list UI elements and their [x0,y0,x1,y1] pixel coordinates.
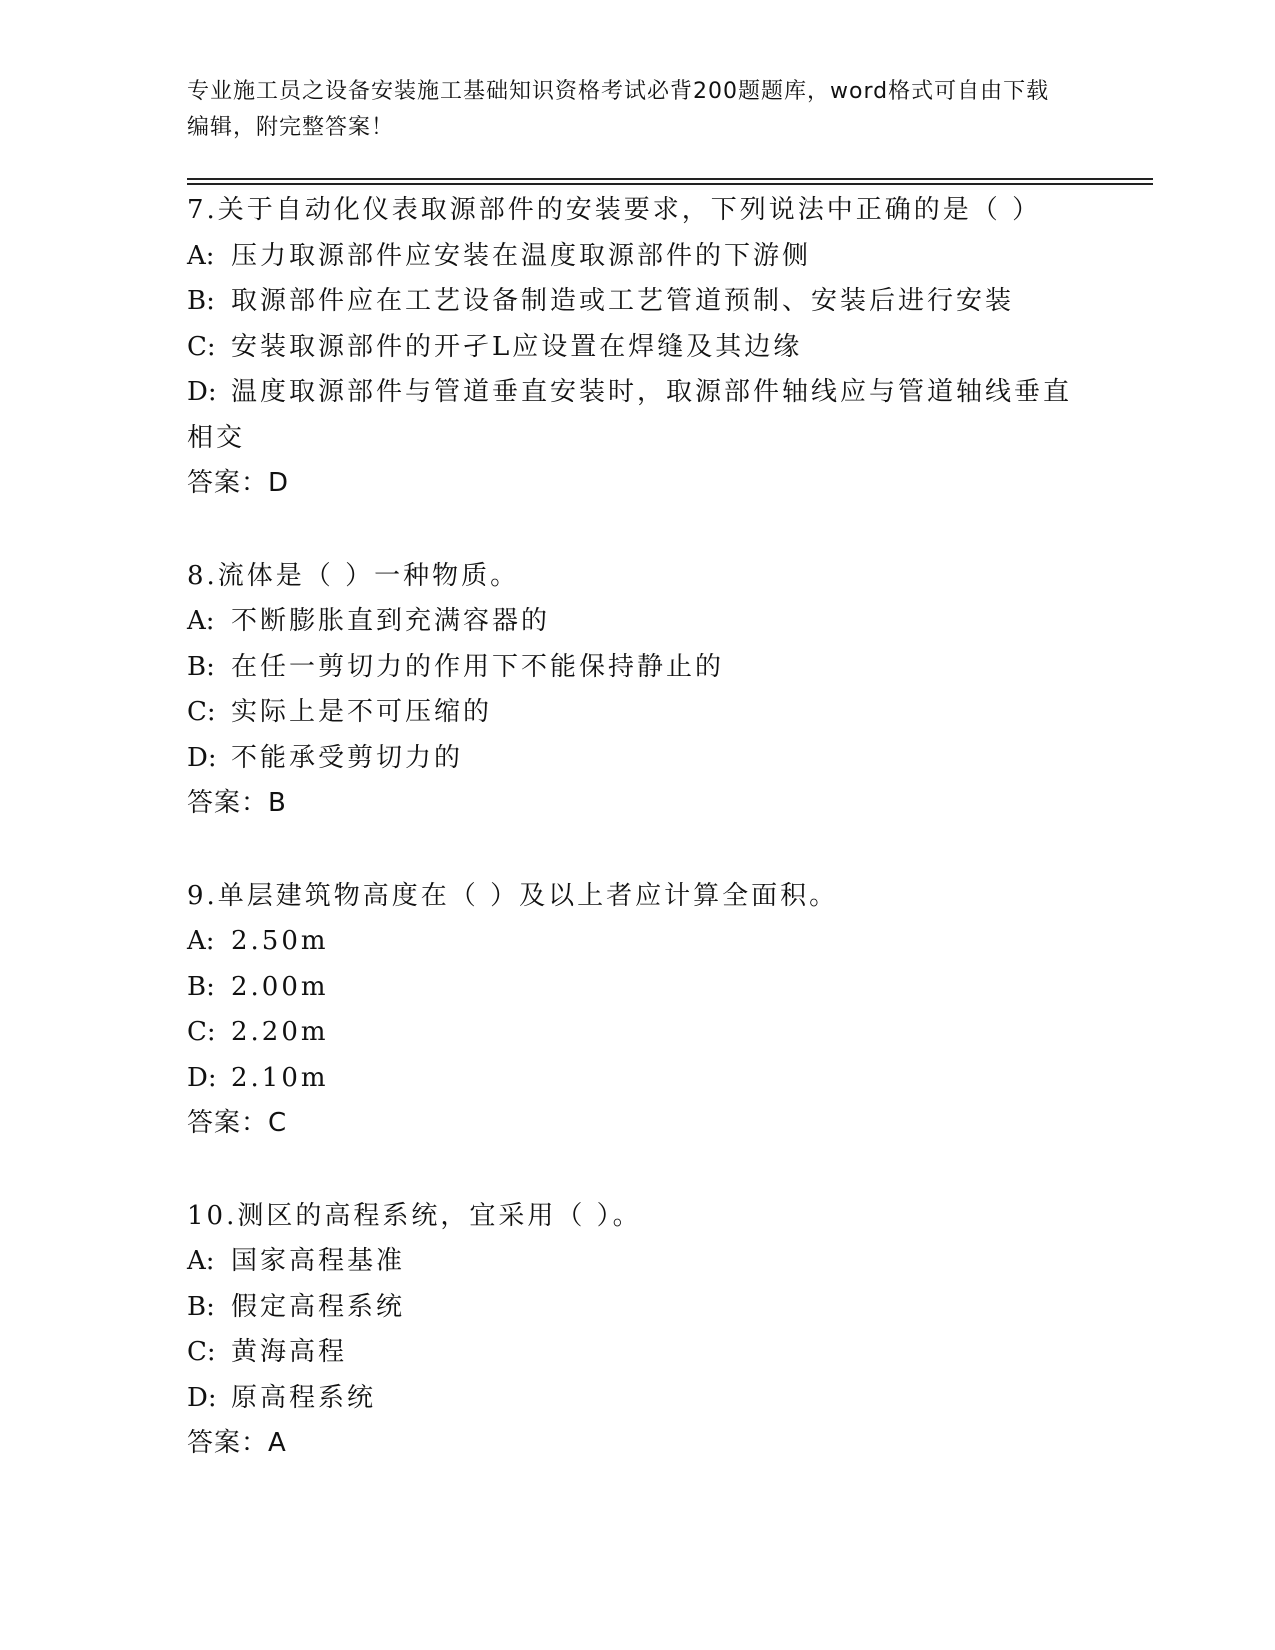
option-text: 不断膨胀直到充满容器的 [231,606,551,636]
answer-line: 答案：C [187,1108,288,1138]
option-letter: C: [187,697,216,727]
option-text: 假定高程系统 [231,1291,406,1322]
option-d [187,1056,1087,1102]
header-divider-bottom [187,183,1153,185]
option-d [187,370,1087,461]
option-text: 2.20m [231,1017,329,1047]
question-9 [187,874,1087,1147]
option-letter: B: [187,286,215,316]
option-text: 2.10m [231,1062,329,1093]
option-text: 温度取源部件与管道垂直安装时，取源部件轴线应与管道轴线垂直相交 [187,377,1073,453]
option-letter: A: [187,606,215,636]
option-text: 压力取源部件应安装在温度取源部件的下游侧 [231,240,812,271]
option-c [187,690,1087,736]
answer-line: 答案：A [187,1428,287,1458]
option-d [187,1376,1087,1422]
option-a [187,599,1087,645]
option-text: 在任一剪切力的作用下不能保持静止的 [231,651,725,682]
option-letter: C: [187,331,216,362]
option-letter: A: [187,240,215,271]
option-text: 原高程系统 [231,1382,377,1413]
question-7 [187,188,1087,507]
option-letter: D: [187,377,217,407]
option-text: 实际上是不可压缩的 [231,697,493,727]
document-header: 专业施工员之设备安装施工基础知识资格考试必背200题题库，word格式可自由下载编辑，附完整答案！ [187,79,1050,140]
answer-line: 答案：D [187,468,290,498]
option-c [187,1010,1087,1056]
option-letter: B: [187,1291,215,1322]
header-divider-top [187,178,1153,180]
option-text: 安装取源部件的开孑L应设置在焊缝及其边缘 [231,331,803,362]
option-b [187,965,1087,1011]
option-a [187,919,1087,965]
answer-line: 答案：B [187,788,287,818]
option-letter: A: [187,926,215,956]
question-stem: 10.测区的高程系统，宜采用（ ）。 [187,1200,642,1231]
option-letter: C: [187,1337,216,1367]
option-d [187,736,1087,782]
question-10 [187,1194,1087,1467]
option-c [187,1330,1087,1376]
question-stem: 8.流体是（ ）一种物质。 [187,560,520,591]
question-stem: 7.关于自动化仪表取源部件的安装要求，下列说法中正确的是（ ） [187,195,1042,225]
option-text: 国家高程基准 [231,1246,406,1276]
option-text: 黄海高程 [231,1337,348,1367]
question-list [187,188,1087,1467]
option-text: 取源部件应在工艺设备制造或工艺管道预制、安装后进行安装 [231,286,1015,316]
question-8 [187,554,1087,827]
option-text: 不能承受剪切力的 [231,742,464,773]
question-stem: 9.单层建筑物高度在（ ）及以上者应计算全面积。 [187,880,839,911]
option-letter: C: [187,1017,216,1047]
option-c [187,325,1087,371]
option-letter: B: [187,971,215,1002]
option-letter: A: [187,1246,215,1276]
option-b [187,645,1087,691]
option-a [187,1239,1087,1285]
option-letter: B: [187,651,215,682]
option-text: 2.50m [231,926,329,956]
option-letter: D: [187,742,217,773]
option-b [187,279,1087,325]
option-a [187,234,1087,280]
option-text: 2.00m [231,971,329,1002]
option-letter: D: [187,1062,217,1093]
option-letter: D: [187,1382,217,1413]
option-b [187,1285,1087,1331]
